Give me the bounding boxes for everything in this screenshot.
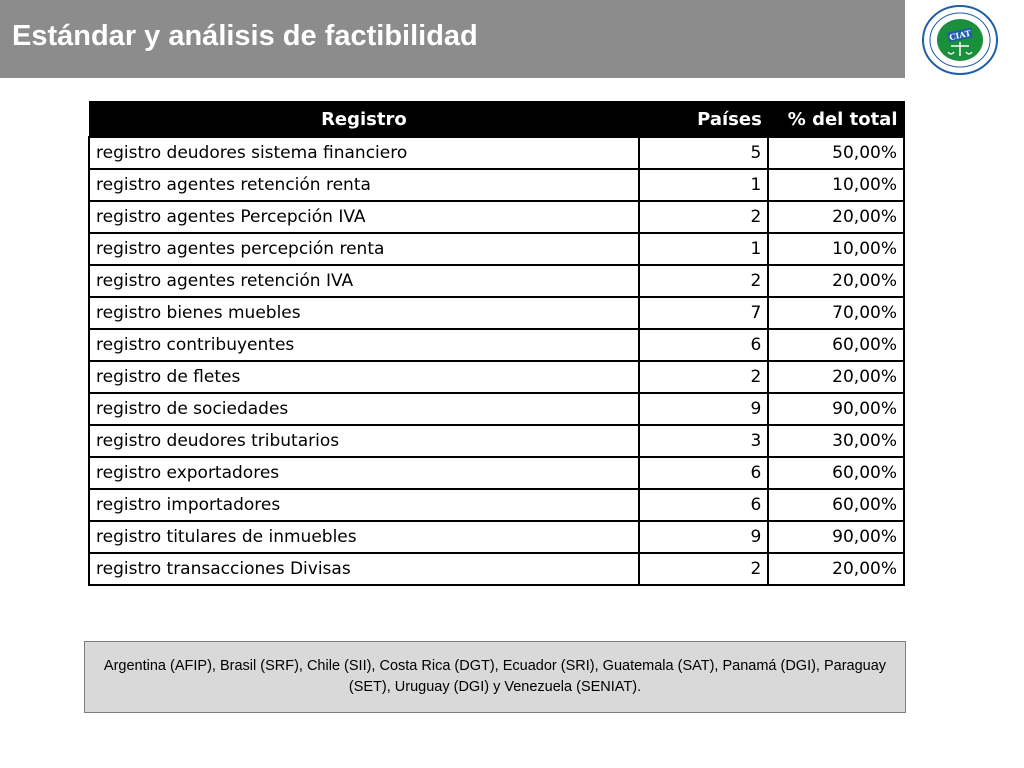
cell-registro: registro de fletes <box>89 361 639 393</box>
cell-pct: 90,00% <box>768 521 904 553</box>
cell-registro: registro de sociedades <box>89 393 639 425</box>
cell-pct: 60,00% <box>768 457 904 489</box>
table-row <box>89 201 904 233</box>
registros-table-container <box>88 101 905 586</box>
cell-paises: 9 <box>639 393 768 425</box>
table-row <box>89 489 904 521</box>
cell-registro: registro contribuyentes <box>89 329 639 361</box>
cell-paises: 6 <box>639 489 768 521</box>
table-row <box>89 169 904 201</box>
cell-pct: 90,00% <box>768 393 904 425</box>
cell-registro: registro deudores sistema financiero <box>89 137 639 169</box>
cell-registro: registro titulares de inmuebles <box>89 521 639 553</box>
table-row <box>89 393 904 425</box>
page-title: Estándar y análisis de factibilidad <box>12 20 478 52</box>
table-row <box>89 297 904 329</box>
cell-paises: 7 <box>639 297 768 329</box>
header-bar <box>0 0 905 78</box>
cell-pct: 60,00% <box>768 489 904 521</box>
cell-pct: 50,00% <box>768 137 904 169</box>
table-row <box>89 457 904 489</box>
table-row <box>89 233 904 265</box>
table-row <box>89 425 904 457</box>
cell-pct: 30,00% <box>768 425 904 457</box>
ciat-seal-icon <box>920 4 1000 76</box>
ciat-logo <box>920 4 1000 76</box>
cell-registro: registro agentes percepción renta <box>89 233 639 265</box>
countries-note-text: Argentina (AFIP), Brasil (SRF), Chile (SII), Costa Rica (DGT), Ecuador (SRI), Guatemala (SAT), Panamá (DGI), Paraguay (SET), Uruguay (DGI) y Venezuela (SENIAT). <box>103 658 887 695</box>
cell-paises: 2 <box>639 361 768 393</box>
table-header-row <box>89 102 904 138</box>
cell-paises: 3 <box>639 425 768 457</box>
countries-note-box <box>84 641 906 713</box>
column-header-pct: % del total <box>768 102 904 138</box>
cell-paises: 2 <box>639 553 768 585</box>
cell-registro: registro agentes retención IVA <box>89 265 639 297</box>
cell-pct: 60,00% <box>768 329 904 361</box>
cell-pct: 20,00% <box>768 553 904 585</box>
cell-paises: 9 <box>639 521 768 553</box>
table-row <box>89 553 904 585</box>
cell-pct: 70,00% <box>768 297 904 329</box>
cell-paises: 2 <box>639 201 768 233</box>
cell-paises: 2 <box>639 265 768 297</box>
table-row <box>89 329 904 361</box>
registros-table <box>88 101 905 586</box>
cell-pct: 20,00% <box>768 265 904 297</box>
cell-pct: 20,00% <box>768 201 904 233</box>
cell-registro: registro importadores <box>89 489 639 521</box>
cell-pct: 10,00% <box>768 169 904 201</box>
column-header-registro: Registro <box>89 102 639 138</box>
cell-registro: registro agentes retención renta <box>89 169 639 201</box>
cell-paises: 1 <box>639 169 768 201</box>
cell-pct: 10,00% <box>768 233 904 265</box>
cell-paises: 5 <box>639 137 768 169</box>
cell-registro: registro bienes muebles <box>89 297 639 329</box>
table-row <box>89 265 904 297</box>
cell-paises: 6 <box>639 457 768 489</box>
table-row <box>89 361 904 393</box>
cell-paises: 6 <box>639 329 768 361</box>
logo-text: CIAT <box>948 27 972 43</box>
table-row <box>89 137 904 169</box>
cell-registro: registro exportadores <box>89 457 639 489</box>
cell-registro: registro agentes Percepción IVA <box>89 201 639 233</box>
cell-registro: registro deudores tributarios <box>89 425 639 457</box>
cell-registro: registro transacciones Divisas <box>89 553 639 585</box>
column-header-paises: Países <box>639 102 768 138</box>
cell-paises: 1 <box>639 233 768 265</box>
table-row <box>89 521 904 553</box>
cell-pct: 20,00% <box>768 361 904 393</box>
